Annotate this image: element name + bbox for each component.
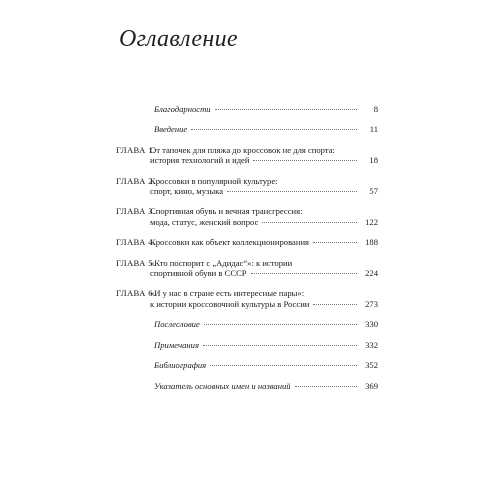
toc-entry-body bbox=[150, 206, 378, 227]
page-number: 369 bbox=[365, 380, 378, 391]
toc-entry-line bbox=[150, 299, 378, 309]
toc-entry-title: Библиография bbox=[154, 360, 207, 371]
dot-leader bbox=[313, 241, 357, 243]
chapter-number: ГЛАВА 3. bbox=[116, 206, 156, 217]
toc-entry[interactable] bbox=[116, 381, 378, 391]
page-number: 330 bbox=[365, 319, 378, 330]
page-number: 273 bbox=[365, 298, 378, 309]
table-of-contents bbox=[116, 104, 378, 401]
page-number: 352 bbox=[365, 360, 378, 371]
page-number: 188 bbox=[365, 237, 378, 248]
toc-entry-body bbox=[150, 288, 378, 309]
page-number: 8 bbox=[373, 104, 378, 114]
toc-entry-body bbox=[116, 104, 378, 114]
toc-entry[interactable] bbox=[116, 145, 378, 166]
toc-entry-title: Спортивная обувь и вечная трансгрессия: bbox=[150, 206, 303, 217]
toc-entry-line bbox=[150, 155, 378, 165]
toc-entry-body bbox=[116, 319, 378, 329]
dot-leader bbox=[227, 190, 357, 192]
toc-entry-body bbox=[116, 381, 378, 391]
chapter-number: ГЛАВА 4. bbox=[116, 237, 156, 248]
toc-entry-title: «Кто поспорит с „Адидас“»: к истории bbox=[150, 257, 293, 268]
toc-entry-title: Благодарности bbox=[154, 104, 211, 114]
toc-entry-title: спорт, кино, музыка bbox=[150, 186, 224, 197]
toc-entry-body bbox=[150, 145, 378, 166]
toc-entry-title: спортивной обуви в СССР bbox=[150, 268, 247, 279]
toc-entry-title: От тапочек для пляжа до кроссовок не для спорта: bbox=[150, 144, 335, 155]
dot-leader bbox=[191, 128, 357, 130]
toc-entry-line bbox=[150, 206, 378, 216]
page-number: 332 bbox=[365, 339, 378, 350]
toc-entry-title: Указатель основных имен и названий bbox=[154, 380, 291, 391]
toc-entry[interactable] bbox=[116, 104, 378, 114]
dot-leader bbox=[204, 323, 357, 325]
toc-entry[interactable] bbox=[116, 237, 378, 247]
toc-entry-body bbox=[150, 237, 378, 247]
toc-entry-line bbox=[150, 237, 378, 247]
dot-leader bbox=[251, 272, 357, 274]
dot-leader bbox=[313, 303, 357, 305]
toc-entry-title: Кроссовки как объект коллекционирования bbox=[150, 237, 309, 248]
toc-entry-body bbox=[116, 360, 378, 370]
toc-entry-title: Кроссовки в популярной культуре: bbox=[150, 175, 278, 186]
toc-entry-body bbox=[150, 258, 378, 279]
toc-entry[interactable] bbox=[116, 340, 378, 350]
toc-entry-line bbox=[154, 124, 378, 134]
toc-entry-body bbox=[116, 340, 378, 350]
toc-entry-line bbox=[150, 217, 378, 227]
toc-entry-body bbox=[150, 176, 378, 197]
toc-entry[interactable] bbox=[116, 288, 378, 309]
toc-entry[interactable] bbox=[116, 258, 378, 279]
toc-entry-line bbox=[150, 176, 378, 186]
toc-entry-line bbox=[154, 381, 378, 391]
toc-entry[interactable] bbox=[116, 176, 378, 197]
page-title: Оглавление bbox=[119, 26, 238, 52]
toc-entry-title: Введение bbox=[154, 124, 188, 135]
toc-entry[interactable] bbox=[116, 319, 378, 329]
toc-entry-title: Примечания bbox=[154, 339, 199, 350]
toc-entry-line bbox=[154, 104, 378, 114]
page-number: 11 bbox=[369, 124, 378, 135]
toc-entry-line bbox=[154, 360, 378, 370]
toc-entry-title: история технологий и идей bbox=[150, 155, 250, 166]
toc-entry[interactable] bbox=[116, 360, 378, 370]
toc-entry-line bbox=[150, 268, 378, 278]
dot-leader bbox=[295, 385, 357, 387]
chapter-number: ГЛАВА 5. bbox=[116, 257, 156, 268]
toc-entry-line bbox=[150, 258, 378, 268]
toc-entry-title: мода, статус, женский вопрос bbox=[150, 216, 259, 227]
toc-entry-body bbox=[116, 124, 378, 134]
page-number: 122 bbox=[365, 216, 378, 227]
dot-leader bbox=[203, 344, 357, 346]
toc-entry-line bbox=[150, 145, 378, 155]
chapter-number: ГЛАВА 2. bbox=[116, 175, 156, 186]
toc-entry-line bbox=[154, 319, 378, 329]
page-number: 18 bbox=[369, 155, 378, 166]
page-number: 57 bbox=[369, 186, 378, 197]
dot-leader bbox=[253, 159, 357, 161]
toc-entry[interactable] bbox=[116, 124, 378, 134]
toc-entry-title: к истории кроссовочной культуры в России bbox=[150, 298, 310, 309]
chapter-number: ГЛАВА 1. bbox=[116, 144, 156, 155]
toc-entry-title: «И у нас в стране есть интересные пары»: bbox=[150, 288, 305, 299]
toc-entry-title: Послесловие bbox=[154, 319, 200, 330]
dot-leader bbox=[262, 221, 357, 223]
toc-entry[interactable] bbox=[116, 206, 378, 227]
page-number: 224 bbox=[365, 268, 378, 279]
toc-entry-line bbox=[150, 186, 378, 196]
chapter-number: ГЛАВА 6. bbox=[116, 288, 156, 299]
dot-leader bbox=[210, 364, 357, 366]
toc-entry-line bbox=[150, 288, 378, 298]
dot-leader bbox=[215, 108, 357, 110]
toc-entry-line bbox=[154, 340, 378, 350]
